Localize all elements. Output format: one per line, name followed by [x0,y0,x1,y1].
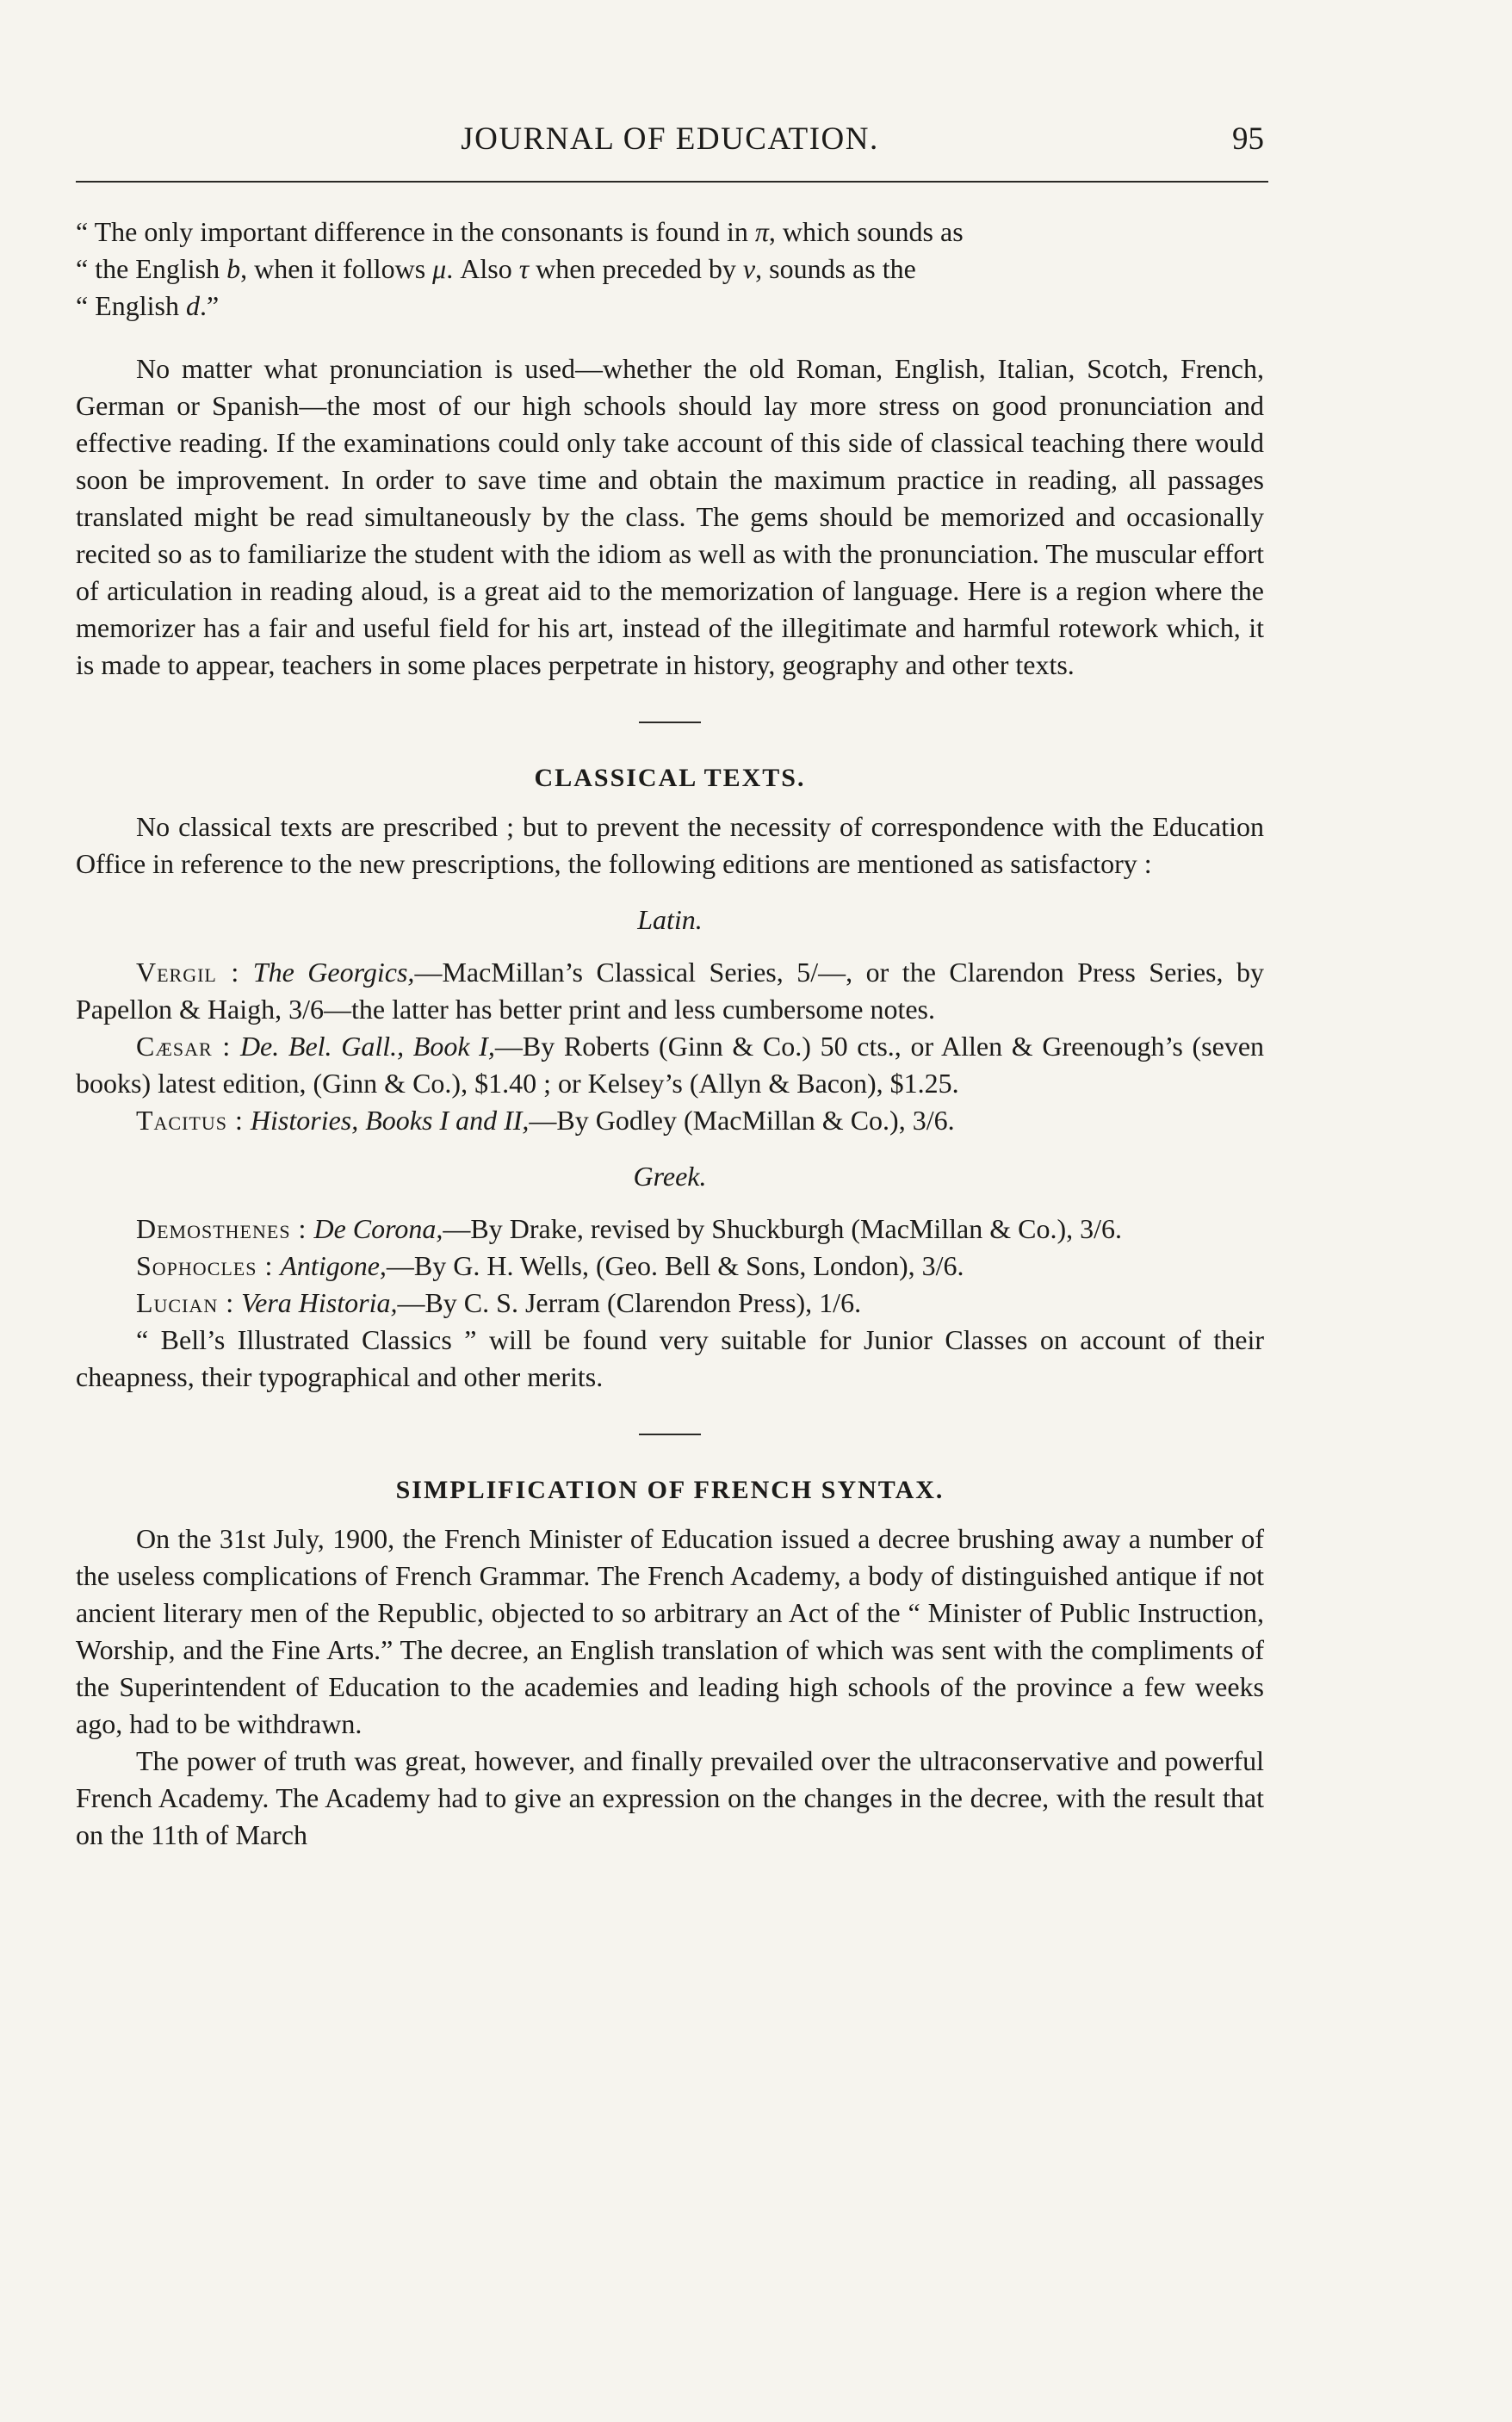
quote-text: .” [199,290,220,321]
running-title: JOURNAL OF EDUCATION. [461,121,879,157]
entry-text: —By Roberts (Ginn & Co.) 50 cts., or Allen & Greenough’s (seven books) latest edition, (Ginn & Co.), $1.40 ; or Kelsey’s (Allyn & Bacon), $1.25. [76,1031,1265,1099]
greek-letter-mu: μ [432,253,447,284]
quote-text: . Also [446,253,519,284]
entry-text: —By Godley (MacMillan & Co.), 3/6. [529,1105,955,1136]
work-vera-historia: Vera Historia, [241,1287,398,1318]
quote-line-2 [76,251,1264,288]
entry-vergil [76,954,1264,1028]
greek-letter-tau: τ [518,253,530,284]
french-syntax-paragraph-2: The power of truth was great, however, and finally prevailed over the ultraconservative and powerful French Academy. The Academy had to give an expression on the changes in the decree, with the result that on the 11th of March [76,1745,1264,1850]
classical-texts-intro: No classical texts are prescribed ; but to prevent the necessity of correspondence with the Education Office in reference to the new prescriptions, the following editions are mentioned as satisfactory : [76,811,1264,879]
bells-classics-note: “ Bell’s Illustrated Classics ” will be found very suitable for Junior Classes on account of their cheapness, their typographical and other merits. [76,1324,1264,1392]
page-body [76,214,1264,1854]
work-histories: Histories, Books I and II, [250,1105,530,1136]
french-syntax-paragraph-1: On the 31st July, 1900, the French Minister of Education issued a decree brushing away a number of the useless complications of French Grammar. The French Academy, a body of distinguished antique if not ancient literary men of the Republic, objected to so arbitrary an Act of the “ Minister of Public Instruction, Worship, and the Fine Arts.” The decree, an English translation of which was sent with the compliments of the Superintendent of Education to the academies and leading high schools of the province a few weeks ago, had to be withdrawn. [76,1523,1264,1739]
letter-b: b [226,253,241,284]
greek-letter-pi: π [754,216,769,247]
heading-classical-texts: CLASSICAL TEXTS. [534,764,806,792]
entry-tacitus [76,1102,1264,1139]
page-header [76,112,1264,167]
quote-text: “ the English [76,253,227,284]
pronunciation-quote [76,214,1264,325]
greek-letter-nu: ν [742,253,756,284]
letter-d: d [185,290,200,321]
heading-greek: Greek. [633,1161,707,1192]
quote-text: “ The only important difference in the consonants is found in [76,216,755,247]
heading-french-syntax: SIMPLIFICATION OF FRENCH SYNTAX. [395,1476,945,1504]
page-number: 95 [1232,121,1264,157]
work-de-bello-gallico: De. Bel. Gall., Book I, [239,1031,495,1062]
quote-text: , when it follows [240,253,433,284]
author-tacitus: Tacitus : [136,1105,244,1136]
entry-demosthenes [76,1211,1264,1248]
entry-lucian [76,1285,1264,1322]
quote-text: “ English [76,290,186,321]
author-vergil: Vergil : [136,957,240,988]
header-rule [76,181,1268,183]
work-antigone: Antigone, [280,1250,387,1281]
quote-line-1 [76,214,1264,251]
author-lucian: Lucian : [136,1287,235,1318]
entry-text: —By C. S. Jerram (Clarendon Press), 1/6. [397,1287,862,1318]
section-divider [639,1434,701,1435]
entry-text: —By G. H. Wells, (Geo. Bell & Sons, London), 3/6. [386,1250,964,1281]
work-de-corona: De Corona, [313,1213,443,1244]
section-divider [639,722,701,723]
quote-text: , sounds as the [755,253,916,284]
quote-line-3 [76,288,1264,325]
quote-text: , which sounds as [768,216,964,247]
author-caesar: Cæsar : [136,1031,232,1062]
entry-text: —MacMillan’s Classical Series, 5/—, or the Clarendon Press Series, by Papellon & Haigh, 3/6—the latter has better print and less cumbersome notes. [76,957,1265,1025]
heading-latin: Latin. [637,904,703,935]
quote-text: when preceded by [529,253,743,284]
entry-caesar [76,1028,1264,1102]
pronunciation-paragraph: No matter what pronunciation is used—whether the old Roman, English, Italian, Scotch, French, German or Spanish—the most of our high schools should lay more stress on good pronunciation and effective reading. If the examinations could only take account of this side of classical teaching there would soon be improvement. In order to save time and obtain the maximum practice in reading, all passages translated might be read simultaneously by the class. The gems should be memorized and occasionally recited so as to familiarize the student with the idiom as well as with the pronunciation. The muscular effort of articulation in reading aloud, is a great aid to the memorization of language. Here is a region where the memorizer has a fair and useful field for his art, instead of the illegitimate and harmful rotework which, it is made to appear, teachers in some places perpetrate in history, geography and other texts. [76,353,1264,680]
entry-sophocles [76,1248,1264,1285]
entry-text: —By Drake, revised by Shuckburgh (MacMillan & Co.), 3/6. [443,1213,1122,1244]
author-demosthenes: Demosthenes : [136,1213,307,1244]
author-sophocles: Sophocles : [136,1250,274,1281]
work-georgics: The Georgics, [252,957,415,988]
